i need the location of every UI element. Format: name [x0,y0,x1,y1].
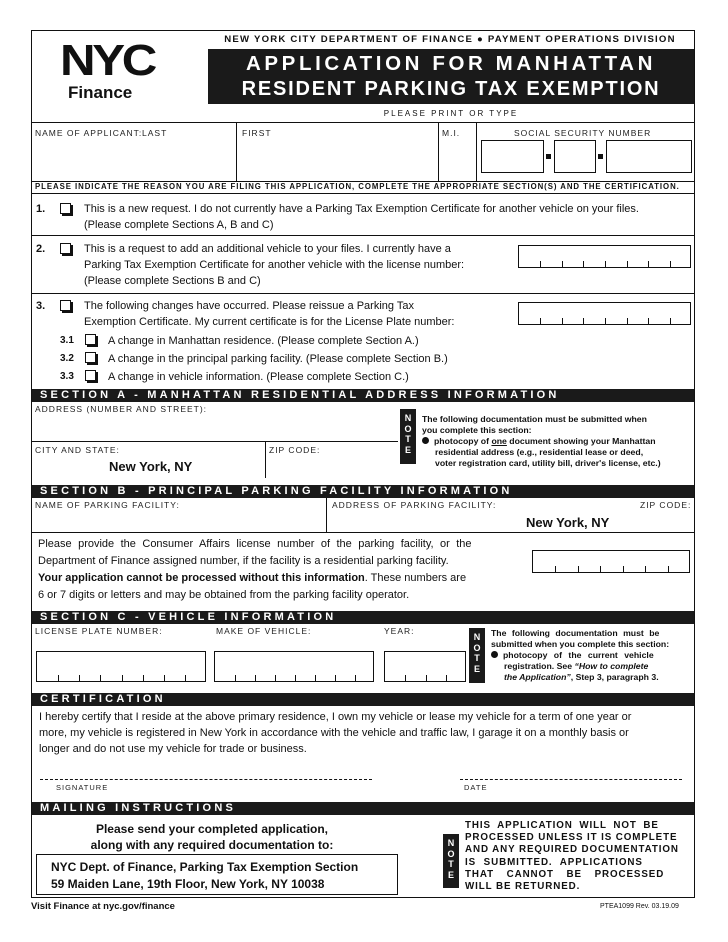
option-1-checkbox[interactable] [60,203,71,214]
option-3-license-input[interactable] [518,302,691,325]
vehicle-year-label: YEAR: [384,626,415,636]
certification-header: CERTIFICATION [32,693,694,706]
option-2-line-3: (Please complete Sections B and C) [84,275,261,287]
footer-form-id: PTEA1099 Rev. 03.19.09 [600,903,679,910]
section-b-header: SECTION B - PRINCIPAL PARKING FACILITY INFORMATION [32,485,694,498]
logo-nyc-text: NYC [60,36,154,85]
option-1-text [84,201,639,233]
title-line-2: RESIDENT PARKING TAX EXEMPTION [241,78,661,100]
title-block [208,49,694,104]
warning-line-3: AND ANY REQUIRED DOCUMENTATION [465,844,679,856]
name-of-applicant-label: NAME OF APPLICANT: [35,128,143,138]
option-2-license-input[interactable] [518,245,691,268]
section-a-note-line-5: voter registration card, utility bill, driver's license, etc.) [435,458,661,468]
section-a-note-line-1: The following documentation must be submitted when [422,414,647,424]
sub-3-1-number: 3.1 [60,335,74,346]
facility-address-label: ADDRESS OF PARKING FACILITY: [332,500,497,510]
option-3-line-1: The following changes have occurred. Please reissue a Parking Tax [84,300,414,312]
section-b-line-4: 6 or 7 digits or letters and may be obtained from the parking facility operator. [38,589,410,601]
mailing-note-badge: N O T E [443,834,459,888]
ssn-input-area[interactable] [481,140,544,173]
license-plate-input[interactable] [36,651,206,682]
name-first-input[interactable] [238,139,436,179]
zip-code-label-a: ZIP CODE: [269,445,321,455]
address-label: ADDRESS (NUMBER AND STREET): [35,404,208,414]
section-c-note-line-4: registration. See “How to complete [504,661,649,671]
option-1-number: 1. [36,203,46,215]
city-state-value: New York, NY [109,459,193,474]
logo-finance-text: Finance [68,83,133,102]
reason-instruction: PLEASE INDICATE THE REASON YOU ARE FILING THIS APPLICATION, COMPLETE THE APPROPRIATE SECTION(S) AND THE CERTIFICATION. [35,182,680,191]
mi-label: M.I. [442,128,461,138]
certification-text [39,709,691,757]
warning-line-5: THAT CANNOT BE PROCESSED [465,868,665,880]
title-line-1: APPLICATION FOR MANHATTAN [246,52,656,75]
warning-line-4: IS SUBMITTED. APPLICATIONS [465,856,643,868]
sub-3-2-number: 3.2 [60,353,74,364]
zip-code-input-a[interactable] [268,456,396,476]
signature-label: SIGNATURE [56,783,109,792]
sub-3-2-checkbox[interactable] [85,352,96,363]
section-c-note-line-5: the Application”, Step 3, paragraph 3. [504,672,659,682]
section-b-line-2: Department of Finance assigned number, if the facility is a residential parking facility. [38,555,449,567]
name-mi-input[interactable] [440,139,474,179]
address-input[interactable] [34,415,394,440]
sub-3-1-text: A change in Manhattan residence. (Please complete Section A.) [108,335,419,347]
mailing-header: MAILING INSTRUCTIONS [32,802,694,815]
first-label: FIRST [242,128,272,138]
section-a-note [422,414,687,469]
section-c-note-badge: N O T E [469,628,485,683]
department-line: NEW YORK CITY DEPARTMENT OF FINANCE ● PAYMENT OPERATIONS DIVISION [224,34,676,45]
ssn-label: SOCIAL SECURITY NUMBER [514,128,652,138]
print-note: PLEASE PRINT OR TYPE [383,109,519,118]
warning-line-2: PROCESSED UNLESS IT IS COMPLETE [465,832,678,844]
ssn-dash-1 [546,154,551,159]
mailing-address-line-1: NYC Dept. of Finance, Parking Tax Exemption Section [51,860,359,874]
section-c-note-line-2: submitted when you complete this section: [491,639,670,649]
nyc-finance-logo [60,36,170,105]
last-label: LAST [142,128,168,138]
vehicle-year-input[interactable] [384,651,466,682]
section-a-note-line-4: residential address (e.g., residential lease or deed, [435,447,644,457]
option-1-line-1: This is a new request. I do not currently have a Parking Tax Exemption Certificate for another vehicle on your files. [84,203,639,215]
section-a-note-bullet: photocopy of one document showing your Manhattan [422,436,687,447]
mailing-address-line-2: 59 Maiden Lane, 19th Floor, New York, NY 10038 [51,877,325,891]
certification-line-2: more, my vehicle is registered in New York in accordance with the vehicle and traffic law, I garage it on a monthly basis or [39,727,629,739]
option-2-text [84,241,464,289]
date-input[interactable] [460,759,682,779]
vehicle-make-input[interactable] [214,651,374,682]
option-2-checkbox[interactable] [60,243,71,254]
option-1-line-2: (Please complete Sections A, B and C) [84,219,274,231]
warning-line-6: WILL BE RETURNED. [465,881,581,893]
option-2-line-2: Parking Tax Exemption Certificate for another vehicle with the license number: [84,259,465,271]
warning-line-1: THIS APPLICATION WILL NOT BE [465,820,659,831]
ssn-input-area-2[interactable] [554,140,596,173]
ssn-input-area-3[interactable] [606,140,692,173]
name-last-input[interactable] [34,139,234,179]
option-3-number: 3. [36,300,46,312]
option-3-text [84,298,455,330]
sub-3-3-checkbox[interactable] [85,370,96,381]
option-2-line-1: This is a request to add an additional vehicle to your files. I currently have a [84,243,451,255]
section-b-line-3: Your application cannot be processed without this information. These numbers are [38,572,467,584]
city-state-label: CITY AND STATE: [35,445,120,455]
option-3-line-2: Exemption Certificate. My current certificate is for the License Plate number: [84,316,455,328]
section-b-paragraph [38,536,512,604]
section-a-note-badge: N O T E [400,409,416,464]
zip-code-label-b: ZIP CODE: [640,500,692,510]
section-a-note-line-2: you complete this section: [422,425,532,435]
bullet-icon [491,651,498,658]
mailing-address-box [36,854,398,895]
vehicle-make-label: MAKE OF VEHICLE: [216,626,312,636]
option-3-checkbox[interactable] [60,300,71,311]
ssn-dash-2 [598,154,603,159]
section-c-note [491,628,691,683]
sub-3-1-checkbox[interactable] [85,334,96,345]
sub-3-3-number: 3.3 [60,371,74,382]
mailing-line-2: along with any required documentation to: [90,838,334,852]
footer-visit-link[interactable]: Visit Finance at nyc.gov/finance [31,901,175,912]
section-c-note-line-1: The following documentation must be [491,628,660,638]
sub-3-2-text: A change in the principal parking facility. (Please complete Section B.) [108,353,448,365]
date-label: DATE [464,783,488,792]
mailing-warning [465,820,687,893]
facility-license-input[interactable] [532,550,690,573]
section-b-line-1: Please provide the Consumer Affairs license number of the parking facility, or the [38,538,472,550]
mailing-line-1: Please send your completed application, [95,822,329,836]
mailing-instructions [82,821,342,853]
section-a-header: SECTION A - MANHATTAN RESIDENTIAL ADDRESS INFORMATION [32,389,694,402]
license-plate-label: LICENSE PLATE NUMBER: [35,626,163,636]
signature-input[interactable] [40,759,372,779]
sub-3-3-text: A change in vehicle information. (Please complete Section C.) [108,371,409,383]
facility-city-value: New York, NY [526,515,610,530]
bullet-icon [422,437,429,444]
section-c-note-bullet: photocopy of the current vehicle [491,650,691,661]
section-c-header: SECTION C - VEHICLE INFORMATION [32,611,694,624]
option-2-number: 2. [36,243,46,255]
facility-name-input[interactable] [34,511,324,531]
facility-name-label: NAME OF PARKING FACILITY: [35,500,180,510]
certification-line-1: I hereby certify that I reside at the above primary residence, I own my vehicle or lease my vehicle for a term of one year or [39,711,632,723]
certification-line-3: longer and do not use my vehicle for trade or business. [39,743,307,755]
application-form [31,30,695,898]
